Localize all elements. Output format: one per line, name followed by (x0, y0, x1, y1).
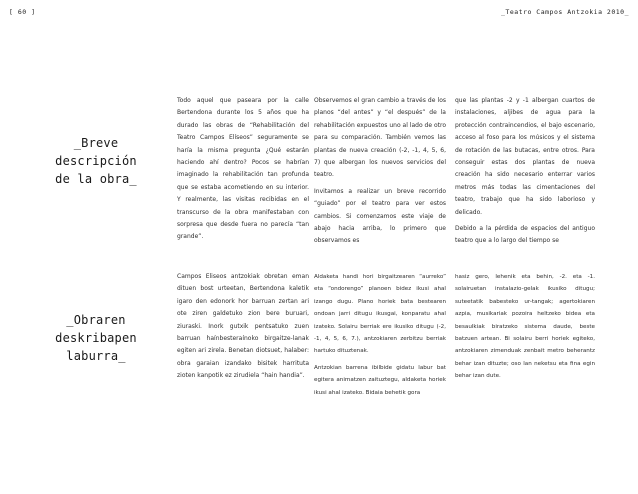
section-heading-basque (40, 311, 152, 365)
paragraph: hasiz gero, lehenik eta behin, -2. eta -1. solairuetan instalazio-gelak ikusiko ditugu; suteetatik babesteko ur-tangak; agertokiaren azpia, musikariak pozoira heltzeko bidea eta besaulkiak biratzeko sistema daude, beste batzuen artean. Bi solairu berri horiek egiteko, antzokiaren zimenduak zenbait metro beherantz behar izan dituzte; oso lan neketsu eta fina egin behar izan dute. (455, 274, 595, 380)
text-column-1 (177, 271, 309, 387)
running-title: _Teatro Campos Antzokia 2010_ (501, 8, 629, 16)
text-column-3 (455, 95, 595, 252)
text-column-3 (455, 271, 595, 387)
heading-line: _Breve (73, 136, 119, 150)
text-column-2 (314, 95, 446, 252)
heading-line: _Obraren (66, 313, 126, 327)
paragraph: Todo aquel que paseara por la calle Bertendona durante los 5 años que ha durado las obras de “Rehabilitación del Teatro Campos Elíseos” seguramente se haría la misma pregunta ¿Qué estarán haciendo ahí dentro? Pocos se habrían imaginado la rehabilitación tan profunda que se estaba acometiendo en su interior. Y realmente, las visitas recibidas en el transcurso de la obra manifestaban con sorpresa que desde fuera no parecía “tan grande”. (177, 97, 309, 241)
section-heading-spanish (40, 134, 152, 188)
paragraph: que las plantas -2 y -1 albergan cuartos de instalaciones, aljibes de agua para la protección contraincendios, el bajo escenario, acceso al foso para los músicos y el sistema de rotación de las butacas, entre otros. Para conseguir estas dos plantas de nueva creación ha sido necesario enterrar varios metros más todas las cimentaciones del teatro, trabajo que ha sido laborioso y delicado. (455, 97, 595, 216)
paragraph: Debido a la pérdida de espacios del antiguo teatro que a lo largo del tiempo se (455, 225, 595, 245)
text-column-2 (314, 271, 446, 403)
page-number: [ 60 ] (9, 8, 36, 16)
text-column-1 (177, 95, 309, 248)
paragraph: Invitamos a realizar un breve recorrido “guiado” por el teatro para ver estos cambios. Si comenzamos este viaje de abajo hacia arriba, lo primero que observamos es (314, 187, 446, 245)
paragraph: Aldaketa handi hori birgaitzearen “aurreko” eta “ondorengo” planoen bidez ikusi ahal izango dugu. Plano horiek bata bestearen ondoan jarri ditugu ikusgai, konparatu ahal izateko. Solairu berriak ere ikusiko ditugu (-2, -1, 4, 5, 6, 7.), antzokiaren zerbitzu berriak hartuko dituztenak. (314, 274, 446, 355)
heading-line: deskribapen (55, 331, 137, 345)
heading-line: de la obra_ (55, 172, 137, 186)
paragraph: Antzokian barrena ibilbide gidatu labur bat egitera animatzen zaituztegu, aldaketa horiek ikusi ahal izateko. Bidaia behetik gora (314, 364, 446, 396)
heading-line: laburra_ (66, 349, 126, 363)
paragraph: Campos Eliseos antzokiak obretan eman dituen bost urteetan, Bertendona kaletik igaro den edonork hor barruan zertan ari ote ziren galdetuko zion bere buruari, ziuraski. Inork gutxik pentsatuko zuen barruan haínbesteraínoko birgaitze-lanak egiten ari zirela. Benetan diotsuet, halaber: obra garaian izandako bisitek harrituta zioten kanpotik ez zirudiela “hain handia”. (177, 273, 309, 380)
heading-line: descripción (55, 154, 137, 168)
paragraph: Observemos el gran cambio a través de los planos “del antes” y “el después” de la rehabilitación expuestos uno al lado de otro para su comparación. También vemos las plantas de nueva creación (-2, -1, 4, 5, 6, 7) que albergan los nuevos servicios del teatro. (314, 97, 446, 179)
